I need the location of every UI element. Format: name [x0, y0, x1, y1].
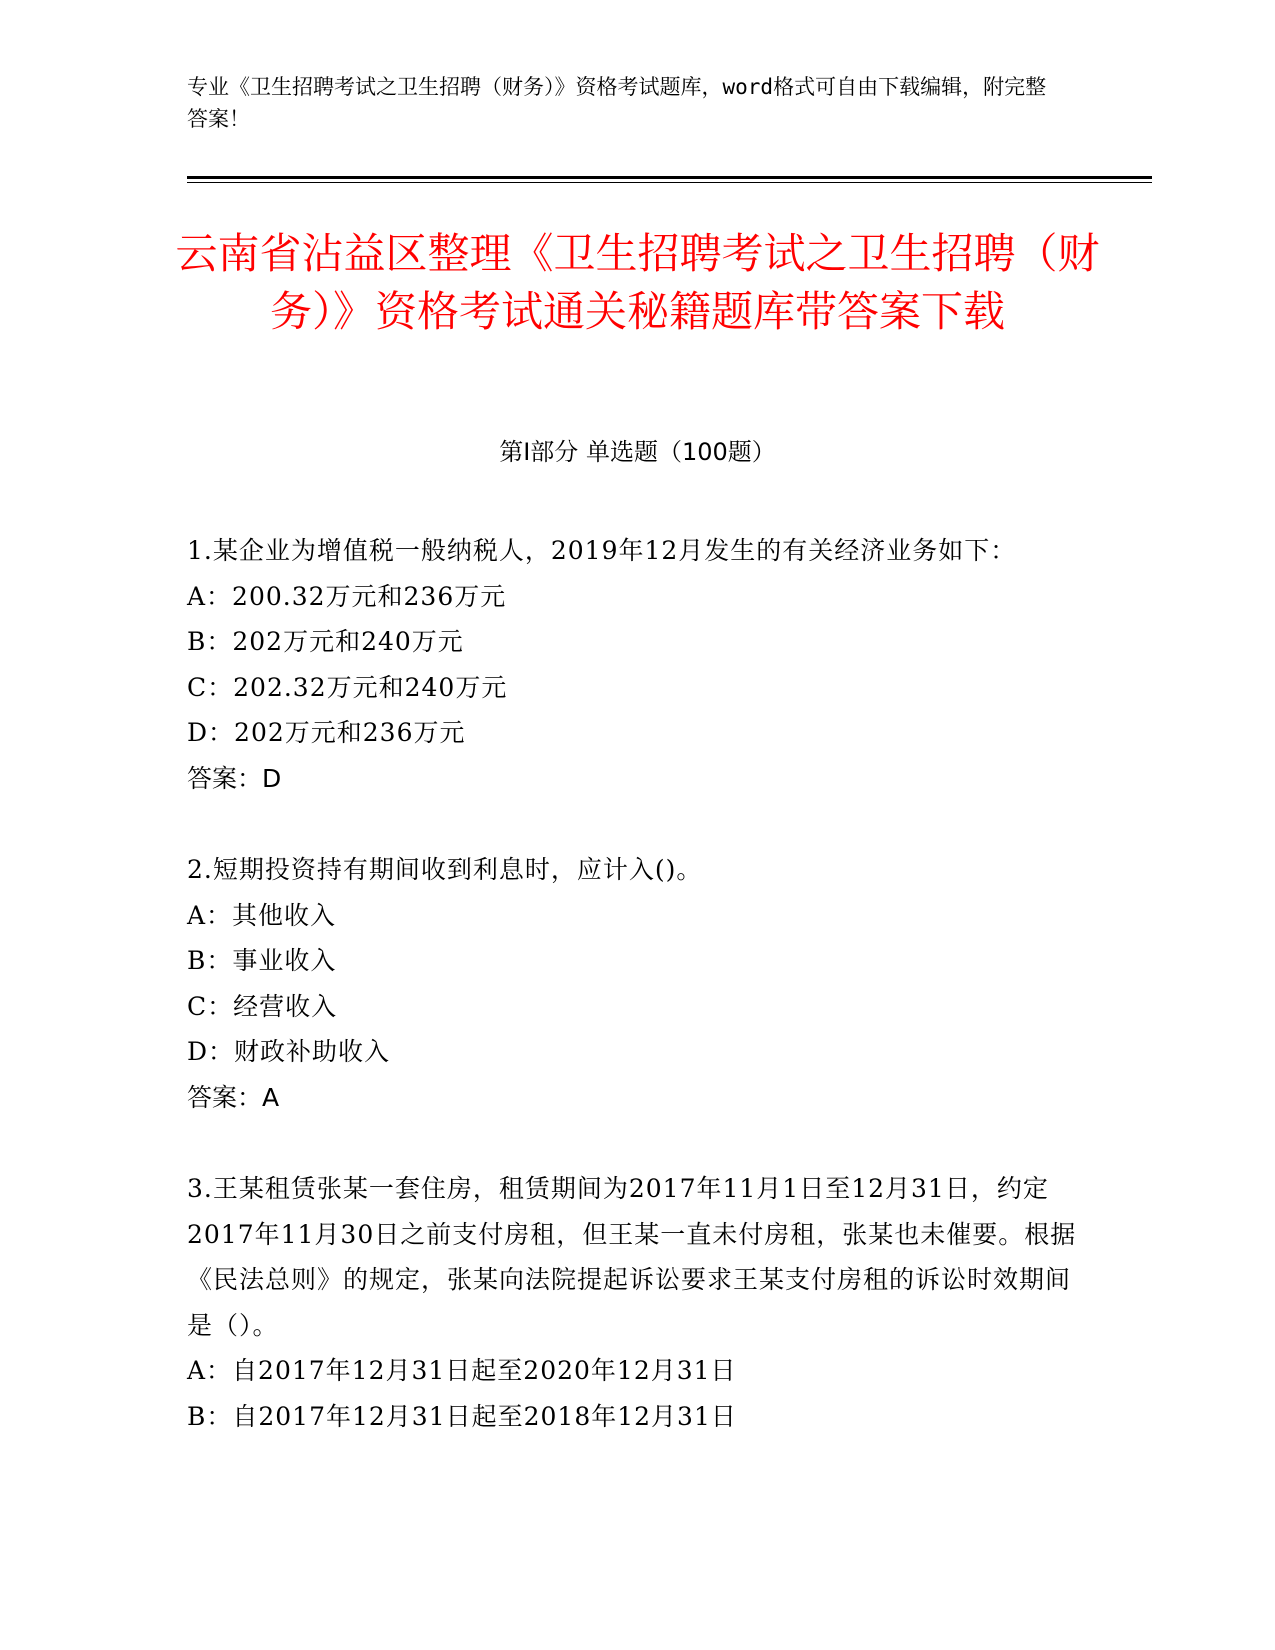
section-heading: 第I部分 单选题（100题）	[499, 438, 776, 466]
document-title: 云南省沾益区整理《卫生招聘考试之卫生招聘（财务）》资格考试通关秘籍题库带答案下载	[175, 229, 1100, 336]
option-b: B：自2017年12月31日起至2018年12月31日	[187, 1401, 737, 1431]
question-stem: 2.短期投资持有期间收到利息时，应计入()。	[187, 855, 703, 884]
option-a: A：自2017年12月31日起至2020年12月31日	[187, 1356, 737, 1385]
header-divider-thick	[187, 176, 1152, 179]
option-c: C：202.32万元和240万元	[187, 672, 508, 702]
option-b: B：202万元和240万元	[187, 627, 464, 656]
header-note: 专业《卫生招聘考试之卫生招聘（财务）》资格考试题库，word格式可自由下载编辑，附完整答案！	[187, 75, 1047, 131]
option-a: A：200.32万元和236万元	[187, 581, 507, 611]
option-c: C：经营收入	[187, 991, 338, 1021]
option-a: A：其他收入	[187, 900, 337, 930]
question-1	[187, 528, 1087, 801]
question-3	[187, 1166, 1087, 1439]
question-list	[187, 528, 1087, 1485]
option-b: B：事业收入	[187, 946, 337, 975]
answer-label: 答案：D	[187, 763, 282, 793]
option-d: D：财政补助收入	[187, 1037, 391, 1066]
answer-label: 答案：A	[187, 1082, 280, 1112]
question-stem: 3.王某租赁张某一套住房，租赁期间为2017年11月1日至12月31日，约定2017年11月30日之前支付房租，但王某一直未付房租，张某也未催要。根据《民法总则》的规定，张某向法院提起诉讼要求王某支付房租的诉讼时效期间是（）。	[187, 1174, 1077, 1340]
option-d: D：202万元和236万元	[187, 718, 466, 747]
question-stem: 1.某企业为增值税一般纳税人，2019年12月发生的有关经济业务如下：	[187, 536, 1017, 565]
header-divider-thin	[187, 182, 1152, 183]
question-2	[187, 847, 1087, 1120]
